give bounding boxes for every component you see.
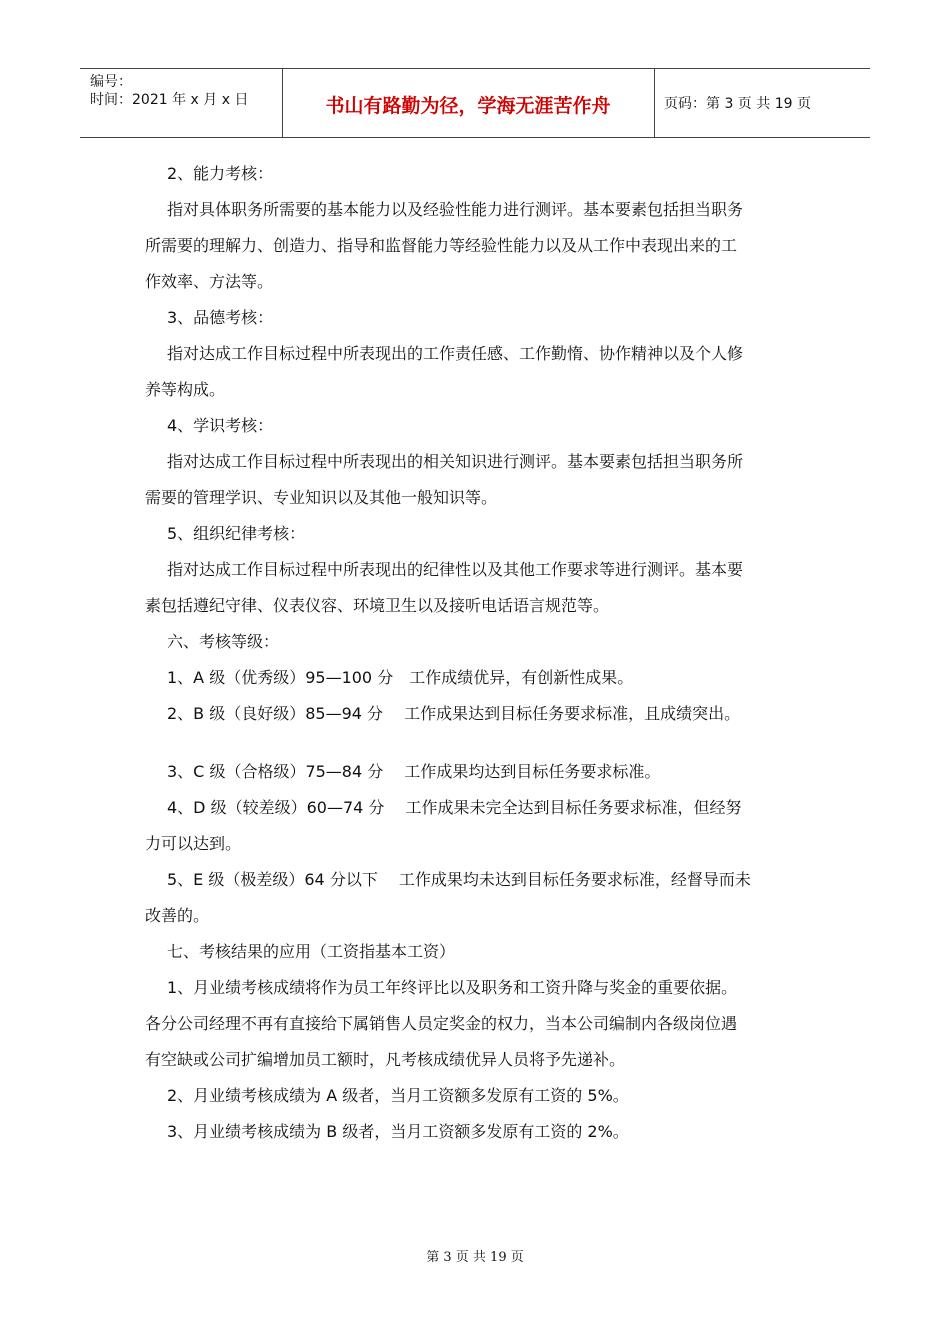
paragraph-morality-line1: 指对达成工作目标过程中所表现出的工作责任感、工作勤惰、协作精神以及个人修 (167, 344, 744, 363)
grade-d-item-line2: 力可以达到。 (145, 834, 242, 853)
section-heading-ability: 2、能力考核： (167, 164, 274, 183)
paragraph-knowledge-line1: 指对达成工作目标过程中所表现出的相关知识进行测评。基本要素包括担当职务所 (167, 452, 744, 471)
results-item1-line3: 有空缺或公司扩编增加员工额时，凡考核成绩优异人员将予先递补。 (145, 1050, 626, 1069)
paragraph-knowledge-line2: 需要的管理学识、专业知识以及其他一般知识等。 (145, 488, 498, 507)
page-header (80, 68, 870, 138)
results-item1-line1: 1、月业绩考核成绩将作为员工年终评比以及职务和工资升降与奖金的重要依据。 (167, 978, 738, 997)
grade-e-item-line1: 5、E 级（极差级）64 分以下 工作成果均未达到目标任务要求标准，经督导而未 (167, 870, 751, 889)
document-date: 时间：2021 年 x 月 x 日 (90, 92, 249, 108)
page-footer: 第 3 页 共 19 页 (426, 1250, 524, 1265)
paragraph-discipline-line1: 指对达成工作目标过程中所表现出的纪律性以及其他工作要求等进行测评。基本要 (167, 560, 744, 579)
results-item2: 2、月业绩考核成绩为 A 级者，当月工资额多发原有工资的 5%。 (167, 1086, 629, 1105)
section-heading-grades: 六、考核等级： (167, 632, 280, 651)
paragraph-ability-line2: 所需要的理解力、创造力、指导和监督能力等经验性能力以及从工作中表现出来的工 (145, 236, 738, 255)
document-number: 编号： (90, 74, 132, 90)
grade-b-item: 2、B 级（良好级）85—94 分 工作成果达到目标任务要求标准，且成绩突出。 (167, 704, 741, 723)
header-middle-cell (282, 69, 655, 137)
grade-e-item-line2: 改善的。 (145, 906, 210, 925)
document-body (145, 156, 805, 1150)
grade-a-item: 1、A 级（优秀级）95—100 分 工作成绩优异，有创新性成果。 (167, 668, 634, 687)
header-right-cell (654, 69, 870, 137)
results-item3: 3、月业绩考核成绩为 B 级者，当月工资额多发原有工资的 2%。 (167, 1122, 629, 1141)
paragraph-ability-line3: 作效率、方法等。 (145, 272, 274, 291)
grade-d-item-line1: 4、D 级（较差级）60—74 分 工作成果未完全达到目标任务要求标准，但经努 (167, 798, 742, 817)
section-heading-morality: 3、品德考核： (167, 308, 274, 327)
header-left-cell (80, 69, 283, 137)
grade-c-item: 3、C 级（合格级）75—84 分 工作成果均达到目标任务要求标准。 (167, 762, 661, 781)
section-heading-results: 七、考核结果的应用（工资指基本工资） (167, 942, 456, 961)
paragraph-ability-line1: 指对具体职务所需要的基本能力以及经验性能力进行测评。基本要素包括担当职务 (167, 200, 744, 219)
header-motto: 书山有路勤为径，学海无涯苦作舟 (325, 95, 611, 117)
section-heading-discipline: 5、组织纪律考核： (167, 524, 306, 543)
results-item1-line2: 各分公司经理不再有直接给下属销售人员定奖金的权力，当本公司编制内各级岗位遇 (145, 1014, 738, 1033)
paragraph-discipline-line2: 素包括遵纪守律、仪表仪容、环境卫生以及接听电话语言规范等。 (145, 596, 610, 615)
section-heading-knowledge: 4、学识考核： (167, 416, 274, 435)
paragraph-morality-line2: 养等构成。 (145, 380, 226, 399)
header-page-info: 页码：第 3 页 共 19 页 (664, 96, 811, 112)
